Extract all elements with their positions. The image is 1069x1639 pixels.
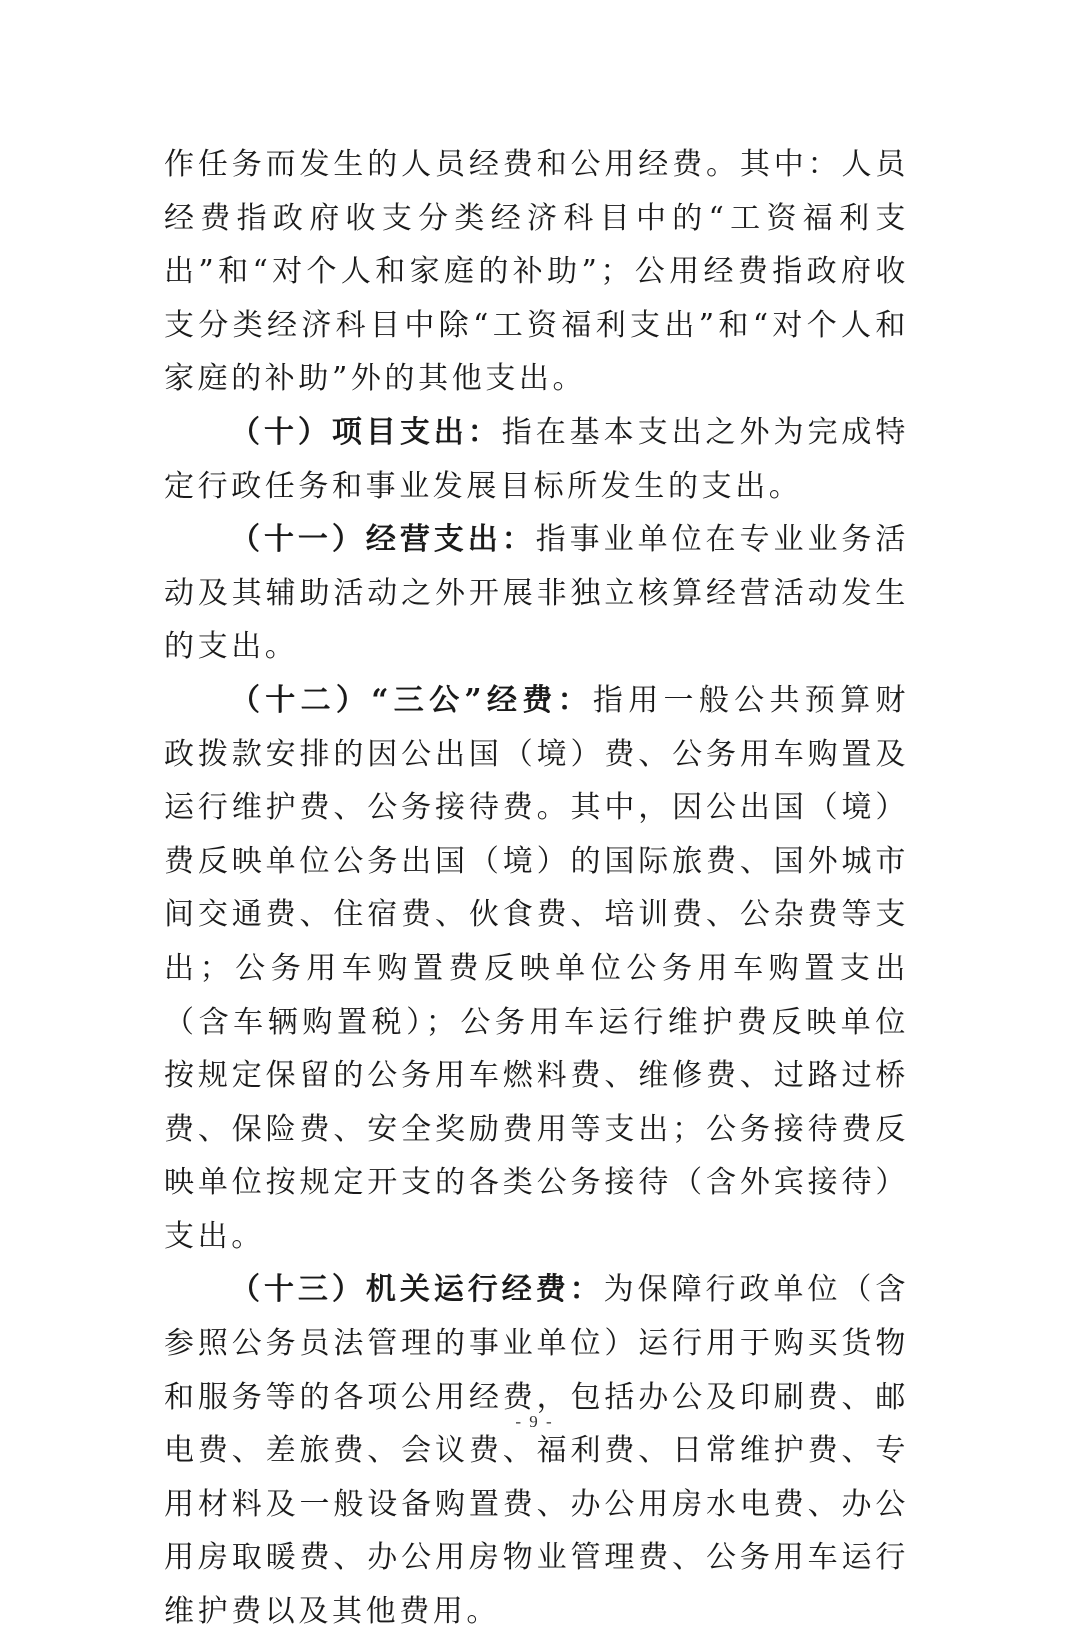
term-heading: （十）项目支出： <box>230 414 502 450</box>
paragraph-continuation <box>164 138 909 406</box>
term-heading: （十二）“三公”经费： <box>230 682 593 718</box>
paragraph-project-expenditure <box>164 406 909 513</box>
paragraph-three-public-funds <box>164 674 909 1264</box>
paragraph-agency-operating-funds <box>164 1263 909 1638</box>
page-number: - 9 - <box>515 1412 554 1431</box>
paragraph-text: 指在基本支出之外为完成特定行政任务和事业发展目标所发生的支出。 <box>164 414 909 504</box>
term-heading: （十一）经营支出： <box>230 522 536 558</box>
paragraph-text: 作任务而发生的人员经费和公用经费。其中：人员经费指政府收支分类经济科目中的“工资福利支出”和“对个人和家庭的补助”；公用经费指政府收支分类经济科目中除“工资福利支出”和“对个人和家庭的补助”外的其他支出。 <box>164 147 909 397</box>
paragraph-text: 指事业单位在专业业务活动及其辅助活动之外开展非独立核算经营活动发生的支出。 <box>164 522 909 665</box>
paragraph-text: 指用一般公共预算财政拨款安排的因公出国（境）费、公务用车购置及运行维护费、公务接待费。其中，因公出国（境）费反映单位公务出国（境）的国际旅费、国外城市间交通费、住宿费、伙食费、培训费、公杂费等支出；公务用车购置费反映单位公务用车购置支出（含车辆购置税）；公务用车运行维护费反映单位按规定保留的公务用车燃料费、维修费、过路过桥费、保险费、安全奖励费用等支出；公务接待费反映单位按规定开支的各类公务接待（含外宾接待）支出。 <box>164 682 909 1254</box>
term-heading: （十三）机关运行经费： <box>230 1272 604 1308</box>
paragraph-operating-expenditure <box>164 513 909 674</box>
paragraph-text: 为保障行政单位（含参照公务员法管理的事业单位）运行用于购买货物和服务等的各项公用经费，包括办公及印刷费、邮电费、差旅费、会议费、福利费、日常维护费、专用材料及一般设备购置费、办公用房水电费、办公用房取暖费、办公用房物业管理费、公务用车运行维护费以及其他费用。 <box>164 1272 909 1630</box>
